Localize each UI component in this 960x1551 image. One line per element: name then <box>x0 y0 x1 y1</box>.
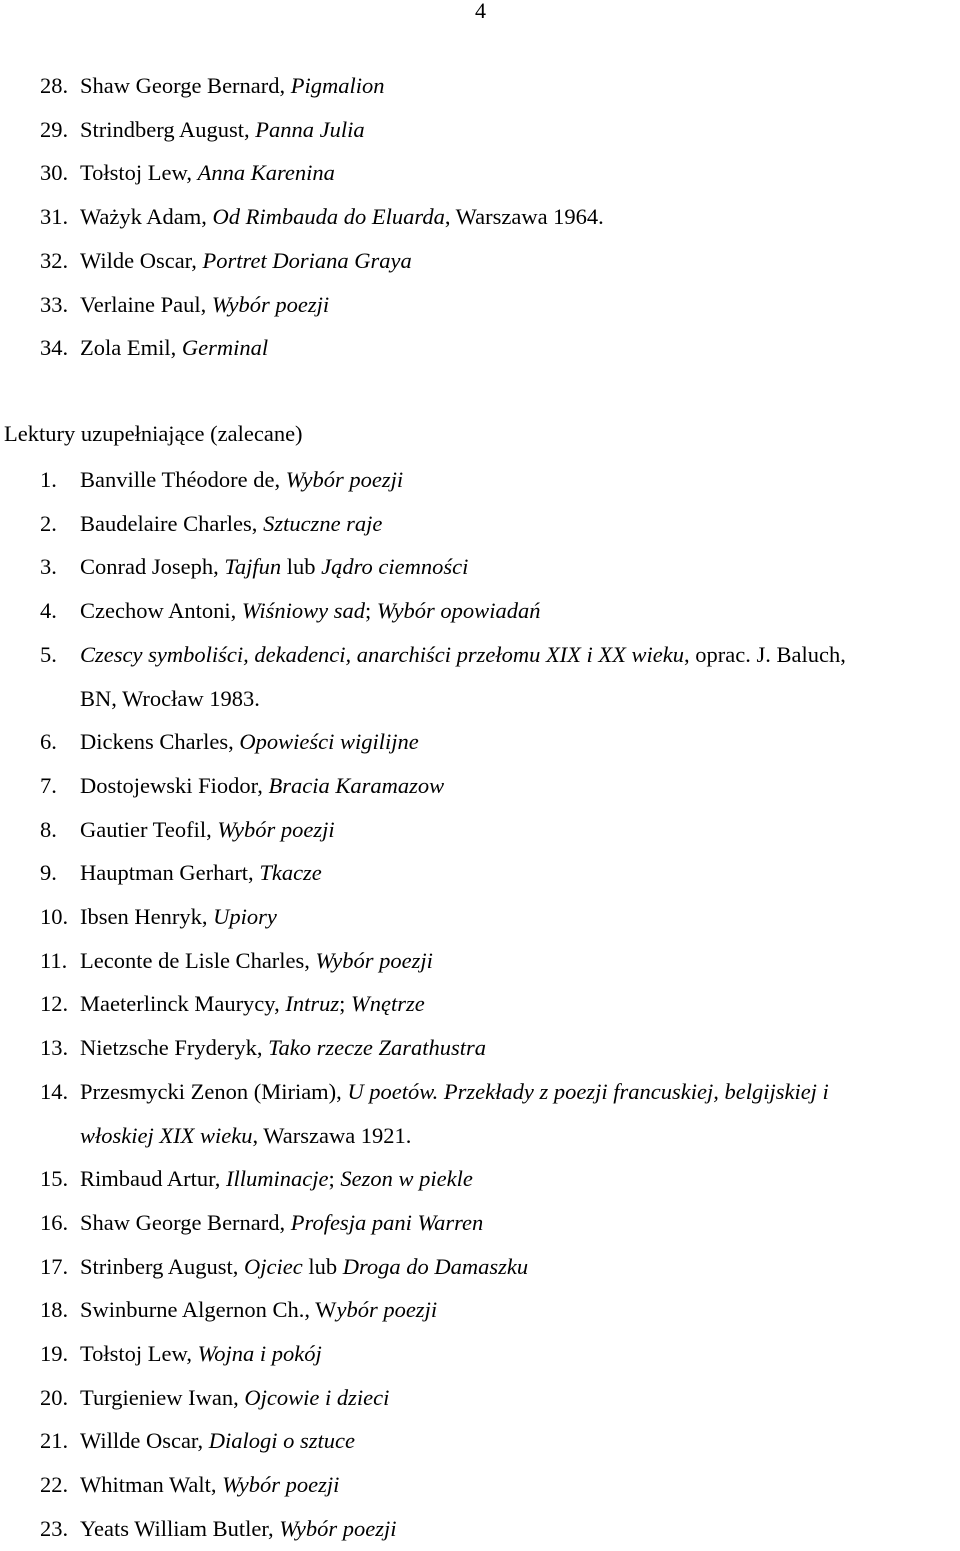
author-text: Banville Théodore de, <box>80 467 286 492</box>
author-text: , Warszawa 1921. <box>252 1122 412 1148</box>
title-text: Czescy symboliści, dekadenci, anarchiści przełomu XIX i XX wieku <box>80 641 685 667</box>
author-text: Maeterlinck Maurycy, <box>80 991 286 1017</box>
list-item <box>0 982 960 1026</box>
item-number: 12. <box>40 991 69 1017</box>
title-text: włoskiej XIX wieku <box>80 1122 253 1148</box>
main-reading-list <box>0 64 960 370</box>
title-text: Wybór poezji <box>285 467 404 492</box>
title-text: Tkacze <box>259 860 322 886</box>
list-item <box>0 195 960 239</box>
item-number: 22. <box>40 1472 69 1498</box>
title-text: Dialogi o sztuce <box>208 1428 356 1454</box>
title-text: Wybór poezji <box>217 816 335 842</box>
title-text: Droga do Damaszku <box>342 1253 529 1279</box>
item-number: 34. <box>40 335 69 361</box>
author-text: ; <box>365 598 377 624</box>
author-text: Nietzsche Fryderyk, <box>80 1035 269 1061</box>
title-text: Wybór poezji <box>222 1472 340 1498</box>
list-item <box>0 764 960 808</box>
author-text: Leconte de Lisle Charles, <box>80 947 316 973</box>
list-item <box>0 1245 960 1289</box>
list-item <box>0 1070 960 1157</box>
item-number: 28. <box>40 73 69 98</box>
title-text: Ojcowie i dzieci <box>244 1384 390 1410</box>
list-item <box>0 108 960 152</box>
title-text: ybór poezji <box>336 1297 438 1323</box>
list-item <box>0 633 960 720</box>
item-number: 33. <box>40 291 69 317</box>
author-text: Whitman Walt, <box>80 1472 223 1498</box>
item-number: 7. <box>40 772 57 798</box>
list-item <box>0 64 960 108</box>
item-number: 15. <box>40 1166 69 1192</box>
title-text: Sztuczne raje <box>263 510 383 536</box>
supplementary-reading-list <box>0 458 960 1551</box>
author-text: Dostojewski Fiodor, <box>80 772 269 798</box>
author-text: lub <box>302 1253 343 1279</box>
item-line <box>80 1114 960 1158</box>
item-number: 31. <box>40 204 69 230</box>
title-text: Tajfun <box>224 554 282 580</box>
title-text: U poetów. Przekłady z poezji francuskiej, belgijskiej i <box>347 1078 829 1104</box>
author-text: lub <box>281 554 322 580</box>
author-text: , Warszawa 1964. <box>444 204 604 230</box>
item-number: 4. <box>40 598 57 624</box>
item-number: 8. <box>40 816 57 842</box>
item-number: 14. <box>40 1078 69 1104</box>
item-number: 17. <box>40 1253 69 1279</box>
list-item <box>0 1288 960 1332</box>
list-item <box>0 1507 960 1551</box>
author-text: ; <box>328 1166 341 1192</box>
list-item <box>0 502 960 546</box>
title-text: Wybór opowiadań <box>376 598 541 624</box>
author-text: Verlaine Paul, <box>80 291 212 317</box>
title-text: Wiśniowy sad <box>241 598 365 624</box>
title-text: Sezon w piekle <box>340 1166 473 1192</box>
author-text: Yeats William Butler, <box>80 1515 280 1541</box>
title-text: Panna Julia <box>255 116 365 142</box>
item-number: 6. <box>40 729 57 755</box>
list-item <box>0 545 960 589</box>
item-number: 2. <box>40 510 57 536</box>
title-text: Wybór poezji <box>279 1515 397 1541</box>
title-text: Wnętrze <box>351 991 425 1017</box>
author-text: Willde Oscar, <box>80 1428 209 1454</box>
item-number: 23. <box>40 1515 69 1541</box>
author-text: Conrad Joseph, <box>80 554 225 580</box>
item-number: 9. <box>40 860 57 886</box>
supplementary-heading: Lektury uzupełniające (zalecane) <box>4 421 303 446</box>
author-text: Wilde Oscar, <box>80 247 203 273</box>
list-item <box>0 1332 960 1376</box>
author-text: Przesmycki Zenon (Miriam), <box>80 1078 348 1104</box>
title-text: Jądro ciemności <box>321 554 469 580</box>
title-text: Wybór poezji <box>211 291 330 317</box>
item-line <box>80 677 960 721</box>
title-text: Anna Karenina <box>197 160 335 186</box>
title-text: Portret Doriana Graya <box>202 247 412 273</box>
author-text: Czechow Antoni, <box>80 598 242 624</box>
author-text: Strinberg August, <box>80 1253 244 1279</box>
title-text: Wybór poezji <box>315 947 433 973</box>
item-number: 30. <box>40 160 69 186</box>
list-item <box>0 1157 960 1201</box>
title-text: Germinal <box>181 335 269 361</box>
author-text: Turgieniew Iwan, <box>80 1384 245 1410</box>
author-text: Rimbaud Artur, <box>80 1166 226 1192</box>
item-number: 5. <box>40 641 57 667</box>
list-item <box>0 589 960 633</box>
author-text: Swinburne Algernon Ch., W <box>80 1297 337 1323</box>
author-text: Shaw George Bernard, <box>80 73 291 98</box>
author-text: Dickens Charles, <box>80 729 240 755</box>
author-text: Ibsen Henryk, <box>80 904 214 930</box>
title-text: Profesja pani Warren <box>290 1209 484 1235</box>
list-item <box>0 808 960 852</box>
item-number: 32. <box>40 247 69 273</box>
list-item <box>0 895 960 939</box>
author-text: Zola Emil, <box>80 335 182 361</box>
item-number: 16. <box>40 1209 69 1235</box>
title-text: Upiory <box>213 904 277 930</box>
list-item <box>0 1376 960 1420</box>
item-number: 20. <box>40 1384 69 1410</box>
title-text: Illuminacje <box>225 1166 329 1192</box>
list-item <box>0 1419 960 1463</box>
title-text: Wojna i pokój <box>197 1341 322 1367</box>
item-line <box>80 633 960 677</box>
title-text: Ojciec <box>243 1253 303 1279</box>
author-text: Strindberg August, <box>80 116 256 142</box>
author-text: ; <box>339 991 351 1017</box>
author-text: Shaw George Bernard, <box>80 1209 291 1235</box>
author-text: Gautier Teofil, <box>80 816 218 842</box>
list-item <box>0 326 960 370</box>
item-line <box>80 1070 960 1114</box>
list-item <box>0 458 960 502</box>
item-number: 10. <box>40 904 69 930</box>
list-item <box>0 851 960 895</box>
author-text: Tołstoj Lew, <box>80 1341 198 1367</box>
title-text: Tako rzecze Zarathustra <box>268 1035 487 1061</box>
item-number: 29. <box>40 116 69 142</box>
author-text: Hauptman Gerhart, <box>80 860 260 886</box>
title-text: Opowieści wigilijne <box>239 729 419 755</box>
list-item <box>0 1463 960 1507</box>
list-item <box>0 720 960 764</box>
list-item <box>0 1026 960 1070</box>
list-item <box>0 939 960 983</box>
list-item <box>0 151 960 195</box>
author-text: Tołstoj Lew, <box>80 160 198 186</box>
title-text: Pigmalion <box>290 73 385 98</box>
page-number: 4 <box>475 0 486 23</box>
title-text: Intruz <box>285 991 340 1017</box>
item-number: 21. <box>40 1428 69 1454</box>
item-number: 18. <box>40 1297 69 1323</box>
author-text: BN, Wrocław 1983. <box>80 685 260 711</box>
item-number: 13. <box>40 1035 69 1061</box>
item-number: 1. <box>40 467 57 492</box>
list-item <box>0 1201 960 1245</box>
author-text: , oprac. J. Baluch, <box>684 641 846 667</box>
title-text: Od Rimbauda do Eluarda <box>212 204 445 230</box>
title-text: Bracia Karamazow <box>268 772 445 798</box>
item-number: 3. <box>40 554 57 580</box>
item-number: 19. <box>40 1341 69 1367</box>
list-item <box>0 239 960 283</box>
author-text: Ważyk Adam, <box>80 204 213 230</box>
list-item <box>0 283 960 327</box>
item-number: 11. <box>40 947 68 973</box>
author-text: Baudelaire Charles, <box>80 510 264 536</box>
